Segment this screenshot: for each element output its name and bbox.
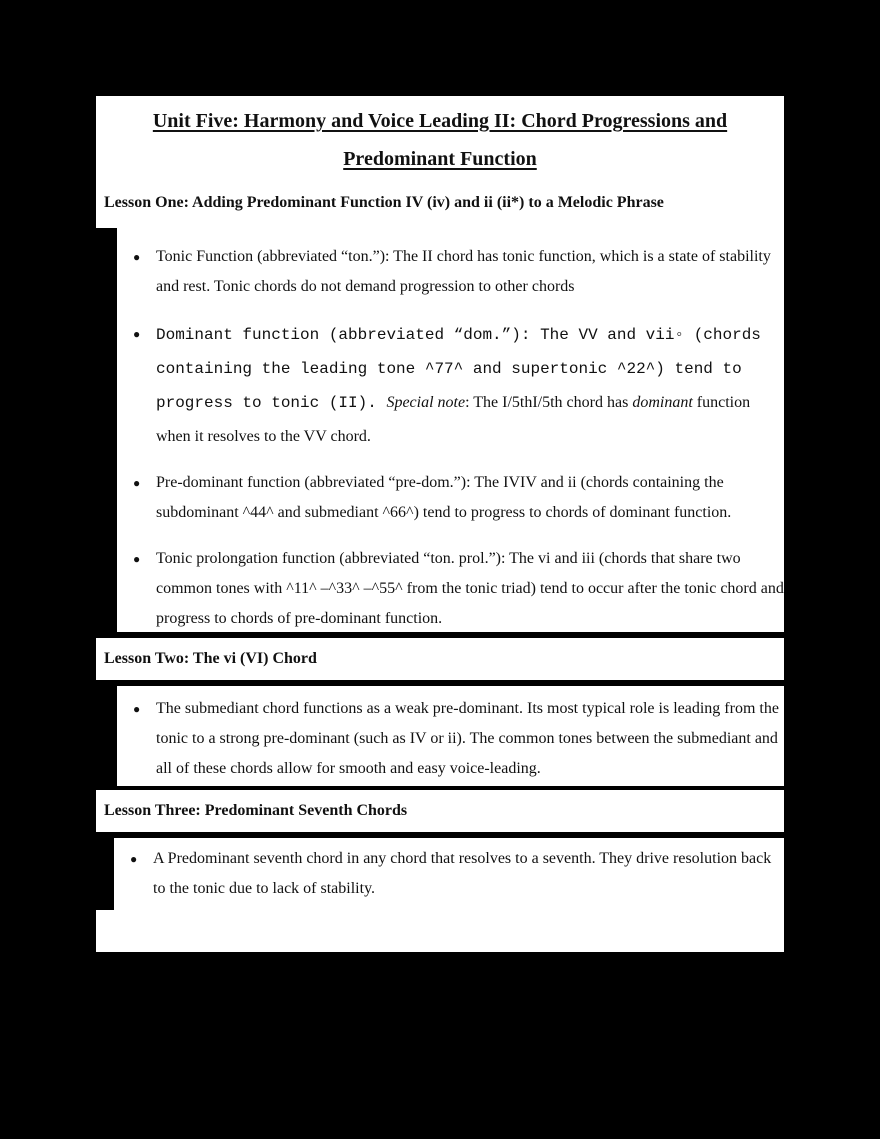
list-item [117,544,784,634]
title-line-1: Unit Five: Harmony and Voice Leading II: Chord Progressions and [152,110,728,132]
list-item-text: Tonic prolongation function (abbreviated “ton. prol.”): The vi and iii (chords that share two common tones with ^11^ –^33^ –^55^ from the tonic triad) tend to occur after the tonic chord and progress to chords of pre-dominant function. [156,550,784,627]
bullet-icon: ● [130,852,138,866]
text-segment: function when it resolves to the VV chord. [156,394,751,445]
title-section [96,96,784,228]
document-title [96,96,784,178]
list-item [117,242,784,302]
list-item-text: A Predominant seventh chord in any chord that resolves to a seventh. They drive resolution back to the tonic due to lack of stability. [153,850,772,897]
list-item-text: The submediant chord functions as a weak pre-dominant. Its most typical role is leading from the tonic to a strong pre-dominant (such as IV or ii). The common tones between the submediant and all of these chords allow for smooth and easy voice-leading. [156,700,779,777]
lesson-three-bullet-list [114,838,784,910]
list-item-text: Pre-dominant function (abbreviated “pre-dom.”): The IVIV and ii (chords containing the subdominant ^44^ and submediant ^66^) tend to progress to chords of dominant function. [156,474,732,521]
list-item [117,318,784,453]
lesson-one-bullet-list [117,228,784,632]
lesson-two-heading: Lesson Two: The vi (VI) Chord [104,650,317,667]
bullet-icon: ● [133,250,141,264]
list-item [117,468,784,528]
list-item [114,844,784,904]
mono-text-segment: Dominant function (abbreviated “dom.”): The VV and vii◦ (chords containing the leading tone ^77^ and supertonic ^22^) tend to progress to tonic (II). [156,326,761,412]
text-segment: : The I/5thI/5th chord has [465,394,633,411]
italic-text-segment: dominant [632,394,693,411]
bullet-list [117,242,784,634]
lesson-three-heading-band [96,790,784,832]
bullet-icon: ● [133,702,141,716]
lesson-two-bullet-list [117,686,784,786]
lesson-three-heading: Lesson Three: Predominant Seventh Chords [104,802,408,819]
bullet-icon: ● [133,476,141,490]
list-item-text [156,326,761,445]
title-line-2: Predominant Function [343,148,537,170]
italic-text-segment: Special note [386,394,466,411]
list-item [117,694,784,784]
lesson-two-heading-band [96,638,784,680]
list-item-text: Tonic Function (abbreviated “ton.”): The II chord has tonic function, which is a state of stability and rest. Tonic chords do not demand progression to other chords [156,248,771,295]
bullet-list [114,844,784,904]
bullet-list [117,694,784,784]
empty-page-area [96,910,784,952]
lesson-one-heading: Lesson One: Adding Predominant Function IV (iv) and ii (ii*) to a Melodic Phrase [104,194,664,211]
bullet-icon: ● [133,327,141,341]
bullet-icon: ● [133,552,141,566]
